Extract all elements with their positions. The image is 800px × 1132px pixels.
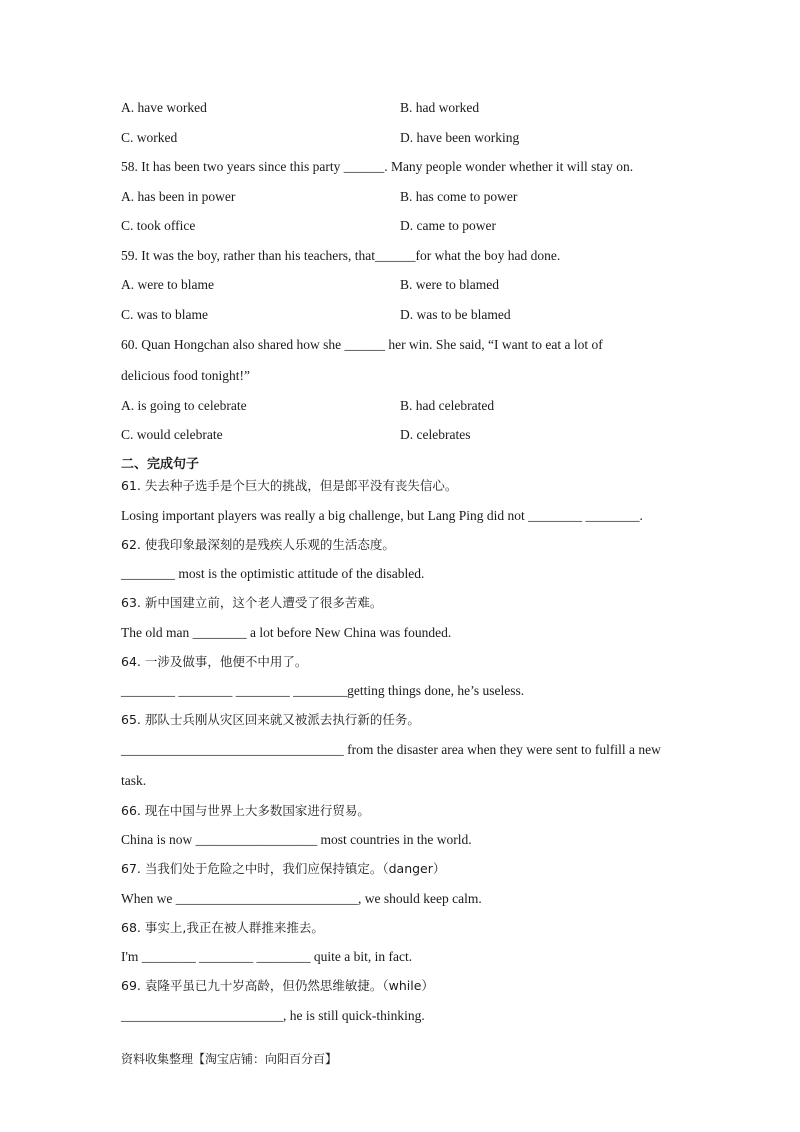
- option-57-d: D. have been working: [400, 130, 520, 145]
- question-67-chinese: 67. 当我们处于危险之中时，我们应保持镇定。（danger）: [121, 861, 446, 876]
- option-57-c: C. worked: [121, 130, 178, 145]
- option-60-b: B. had celebrated: [400, 398, 495, 413]
- question-58: 58. It has been two years since this party ______. Many people wonder whether it will stay on.: [121, 159, 634, 174]
- question-61-chinese: 61. 失去种子选手是个巨大的挑战，但是郎平没有丧失信心。: [121, 478, 458, 493]
- option-59-b: B. were to blamed: [400, 277, 499, 292]
- question-68-chinese: 68. 事实上,我正在被人群推来推去。: [121, 920, 324, 935]
- question-65-english-line1: _________________________________ from the disaster area when they were sent to fulfill a new: [121, 742, 661, 757]
- question-66-chinese: 66. 现在中国与世界上大多数国家进行贸易。: [121, 803, 370, 818]
- option-60-c: C. would celebrate: [121, 427, 223, 442]
- option-58-d: D. came to power: [400, 218, 496, 233]
- option-58-a: A. has been in power: [121, 189, 236, 204]
- question-64-chinese: 64. 一涉及做事，他便不中用了。: [121, 654, 308, 669]
- question-63-english: The old man ________ a lot before New China was founded.: [121, 625, 452, 640]
- question-68-english: I'm ________ ________ ________ quite a bit, in fact.: [121, 949, 413, 964]
- option-60-d: D. celebrates: [400, 427, 471, 442]
- section-title: 二、完成句子: [121, 457, 200, 472]
- question-69-chinese: 69. 袁隆平虽已九十岁高龄，但仍然思维敏捷。（while）: [121, 978, 434, 993]
- question-65-chinese: 65. 那队士兵刚从灾区回来就又被派去执行新的任务。: [121, 712, 420, 727]
- option-58-b: B. has come to power: [400, 189, 518, 204]
- question-61-english: Losing important players was really a big challenge, but Lang Ping did not ________ ________.: [121, 508, 643, 523]
- question-62-english: ________ most is the optimistic attitude of the disabled.: [121, 566, 425, 581]
- question-59: 59. It was the boy, rather than his teachers, that______for what the boy had done.: [121, 248, 561, 263]
- question-64-english: ________ ________ ________ ________getting things done, he’s useless.: [121, 683, 525, 698]
- question-65-english-line2: task.: [121, 773, 147, 788]
- question-60-line2: delicious food tonight!”: [121, 368, 250, 383]
- option-59-d: D. was to be blamed: [400, 307, 511, 322]
- question-67-english: When we ___________________________, we should keep calm.: [121, 891, 482, 906]
- question-62-chinese: 62. 使我印象最深刻的是残疾人乐观的生活态度。: [121, 537, 395, 552]
- question-66-english: China is now __________________ most countries in the world.: [121, 832, 472, 847]
- question-63-chinese: 63. 新中国建立前，这个老人遭受了很多苦难。: [121, 595, 383, 610]
- question-69-english: ________________________, he is still quick-thinking.: [121, 1008, 425, 1023]
- question-60-line1: 60. Quan Hongchan also shared how she ______ her win. She said, “I want to eat a lot of: [121, 337, 603, 352]
- option-57-a: A. have worked: [121, 100, 207, 115]
- option-57-b: B. had worked: [400, 100, 480, 115]
- option-58-c: C. took office: [121, 218, 196, 233]
- option-59-a: A. were to blame: [121, 277, 214, 292]
- option-60-a: A. is going to celebrate: [121, 398, 247, 413]
- option-59-c: C. was to blame: [121, 307, 208, 322]
- page-footer: 资料收集整理【淘宝店铺：向阳百分百】: [121, 1052, 338, 1066]
